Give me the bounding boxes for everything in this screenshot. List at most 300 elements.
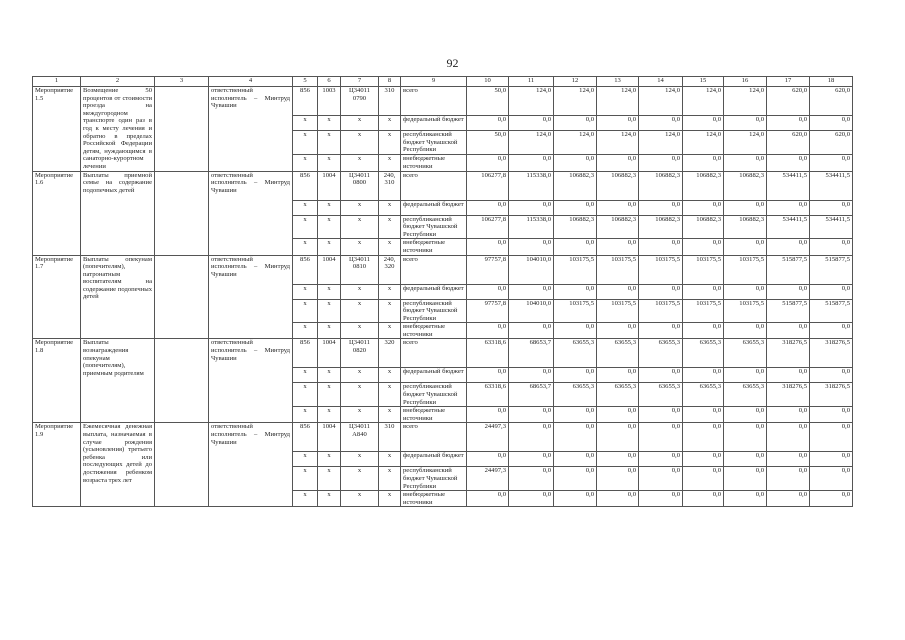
amount-cell: 0,0	[810, 452, 853, 467]
amount-cell: 0,0	[767, 323, 810, 339]
amount-cell: 0,0	[810, 200, 853, 215]
grbs-code: 856	[293, 87, 318, 116]
code-placeholder: x	[379, 284, 401, 299]
measure-name: Мероприятие 1.5	[33, 87, 81, 172]
code-placeholder: x	[318, 155, 341, 171]
budget-table	[32, 76, 853, 507]
amount-cell: 124,0	[683, 131, 724, 155]
amount-cell: 515877,5	[767, 255, 810, 284]
code-placeholder: x	[293, 116, 318, 131]
code-placeholder: x	[341, 131, 379, 155]
code-placeholder: x	[341, 383, 379, 407]
amount-cell: 103175,5	[554, 299, 597, 323]
amount-cell: 0,0	[810, 368, 853, 383]
code-placeholder: x	[318, 284, 341, 299]
code-placeholder: x	[318, 383, 341, 407]
amount-cell: 106882,3	[683, 215, 724, 239]
csr-code: Ц34011 0790	[341, 87, 379, 116]
amount-cell: 0,0	[597, 323, 639, 339]
header-cell: 4	[209, 77, 293, 87]
amount-cell: 0,0	[639, 368, 683, 383]
amount-cell: 0,0	[509, 116, 554, 131]
code-placeholder: x	[379, 467, 401, 491]
measure-executor: ответственный исполнитель – Минтруд Чувашии	[209, 255, 293, 339]
amount-cell: 0,0	[467, 200, 509, 215]
code-placeholder: x	[318, 407, 341, 423]
participants-cell	[155, 171, 209, 255]
amount-cell: 50,0	[467, 87, 509, 116]
measure-description: Ежемесячная денежная выплата, назначаемая в случае рождения (усыновления) третьего ребенка или последующих детей до достижения ребенком возраста трех лет	[81, 423, 155, 507]
amount-cell: 106277,8	[467, 215, 509, 239]
amount-cell: 0,0	[509, 323, 554, 339]
amount-cell: 124,0	[724, 131, 767, 155]
code-placeholder: x	[293, 155, 318, 171]
funding-source: федеральный бюджет	[401, 284, 467, 299]
code-placeholder: x	[341, 491, 379, 507]
amount-cell: 124,0	[639, 131, 683, 155]
code-placeholder: x	[341, 239, 379, 255]
amount-cell: 63655,3	[683, 339, 724, 368]
amount-cell: 620,0	[767, 87, 810, 116]
amount-cell: 0,0	[683, 452, 724, 467]
amount-cell: 124,0	[554, 87, 597, 116]
amount-cell: 0,0	[683, 368, 724, 383]
code-placeholder: x	[341, 284, 379, 299]
amount-cell: 0,0	[597, 467, 639, 491]
table-row	[33, 423, 853, 452]
amount-cell: 106882,3	[683, 171, 724, 200]
table-row	[33, 339, 853, 368]
amount-cell: 0,0	[810, 116, 853, 131]
code-placeholder: x	[293, 491, 318, 507]
grbs-code: 856	[293, 339, 318, 368]
code-placeholder: x	[318, 131, 341, 155]
amount-cell: 0,0	[554, 407, 597, 423]
amount-cell: 0,0	[724, 155, 767, 171]
amount-cell: 0,0	[554, 323, 597, 339]
amount-cell: 50,0	[467, 131, 509, 155]
amount-cell: 0,0	[639, 116, 683, 131]
code-placeholder: x	[341, 368, 379, 383]
amount-cell: 0,0	[724, 423, 767, 452]
amount-cell: 0,0	[683, 407, 724, 423]
code-placeholder: x	[341, 452, 379, 467]
grbs-code: 856	[293, 171, 318, 200]
amount-cell: 0,0	[767, 284, 810, 299]
header-cell: 12	[554, 77, 597, 87]
amount-cell: 0,0	[597, 239, 639, 255]
code-placeholder: x	[293, 452, 318, 467]
amount-cell: 515877,5	[810, 255, 853, 284]
code-placeholder: x	[341, 467, 379, 491]
table-row	[33, 87, 853, 116]
amount-cell: 106277,8	[467, 171, 509, 200]
amount-cell: 0,0	[639, 155, 683, 171]
amount-cell: 0,0	[467, 155, 509, 171]
measure-description: Выплаты вознаграждения опекунам (попечителям), приемным родителям	[81, 339, 155, 423]
amount-cell: 106882,3	[639, 215, 683, 239]
vr-code: 310	[379, 87, 401, 116]
amount-cell: 0,0	[554, 155, 597, 171]
vr-code: 320	[379, 339, 401, 368]
code-placeholder: x	[341, 155, 379, 171]
code-placeholder: x	[341, 116, 379, 131]
amount-cell: 0,0	[467, 239, 509, 255]
amount-cell: 68653,7	[509, 339, 554, 368]
funding-source: федеральный бюджет	[401, 368, 467, 383]
amount-cell: 0,0	[810, 323, 853, 339]
amount-cell: 0,0	[767, 155, 810, 171]
amount-cell: 0,0	[509, 491, 554, 507]
amount-cell: 0,0	[639, 239, 683, 255]
amount-cell: 0,0	[597, 200, 639, 215]
amount-cell: 0,0	[597, 284, 639, 299]
amount-cell: 0,0	[767, 452, 810, 467]
funding-source: республиканский бюджет Чувашской Республики	[401, 467, 467, 491]
header-cell: 15	[683, 77, 724, 87]
code-placeholder: x	[293, 131, 318, 155]
funding-source: внебюджетные источники	[401, 155, 467, 171]
amount-cell: 0,0	[467, 284, 509, 299]
code-placeholder: x	[293, 368, 318, 383]
amount-cell: 0,0	[509, 452, 554, 467]
amount-cell: 0,0	[724, 239, 767, 255]
header-cell: 9	[401, 77, 467, 87]
amount-cell: 68653,7	[509, 383, 554, 407]
amount-cell: 0,0	[509, 239, 554, 255]
rzpr-code: 1004	[318, 171, 341, 200]
amount-cell: 63655,3	[597, 339, 639, 368]
amount-cell: 534411,5	[810, 171, 853, 200]
header-cell: 3	[155, 77, 209, 87]
header-cell: 1	[33, 77, 81, 87]
code-placeholder: x	[318, 239, 341, 255]
measure-name: Мероприятие 1.8	[33, 339, 81, 423]
amount-cell: 103175,5	[724, 255, 767, 284]
amount-cell: 106882,3	[554, 171, 597, 200]
header-cell: 11	[509, 77, 554, 87]
amount-cell: 124,0	[509, 87, 554, 116]
funding-source: федеральный бюджет	[401, 116, 467, 131]
measure-name: Мероприятие 1.6	[33, 171, 81, 255]
rzpr-code: 1004	[318, 423, 341, 452]
amount-cell: 0,0	[597, 155, 639, 171]
funding-source: федеральный бюджет	[401, 200, 467, 215]
table-row	[33, 255, 853, 284]
participants-cell	[155, 423, 209, 507]
amount-cell: 106882,3	[724, 171, 767, 200]
amount-cell: 0,0	[639, 323, 683, 339]
measure-name: Мероприятие 1.9	[33, 423, 81, 507]
funding-source: всего	[401, 339, 467, 368]
code-placeholder: x	[318, 116, 341, 131]
amount-cell: 104010,0	[509, 299, 554, 323]
amount-cell: 0,0	[639, 200, 683, 215]
measure-executor: ответственный исполнитель – Минтруд Чувашии	[209, 171, 293, 255]
amount-cell: 103175,5	[683, 255, 724, 284]
amount-cell: 0,0	[683, 284, 724, 299]
amount-cell: 0,0	[509, 368, 554, 383]
vr-code: 240, 310	[379, 171, 401, 200]
amount-cell: 0,0	[467, 452, 509, 467]
amount-cell: 63655,3	[639, 383, 683, 407]
funding-source: федеральный бюджет	[401, 452, 467, 467]
amount-cell: 0,0	[810, 491, 853, 507]
amount-cell: 0,0	[554, 116, 597, 131]
code-placeholder: x	[293, 323, 318, 339]
amount-cell: 0,0	[724, 284, 767, 299]
amount-cell: 0,0	[597, 368, 639, 383]
code-placeholder: x	[318, 368, 341, 383]
code-placeholder: x	[379, 383, 401, 407]
amount-cell: 0,0	[810, 423, 853, 452]
amount-cell: 0,0	[639, 467, 683, 491]
header-cell: 18	[810, 77, 853, 87]
amount-cell: 0,0	[724, 452, 767, 467]
amount-cell: 124,0	[554, 131, 597, 155]
amount-cell: 24497,3	[467, 467, 509, 491]
amount-cell: 0,0	[554, 423, 597, 452]
header-cell: 8	[379, 77, 401, 87]
amount-cell: 0,0	[509, 200, 554, 215]
amount-cell: 97757,8	[467, 255, 509, 284]
csr-code: Ц34011 0800	[341, 171, 379, 200]
amount-cell: 0,0	[724, 200, 767, 215]
amount-cell: 106882,3	[597, 215, 639, 239]
funding-source: республиканский бюджет Чувашской Республики	[401, 131, 467, 155]
amount-cell: 0,0	[724, 116, 767, 131]
amount-cell: 106882,3	[597, 171, 639, 200]
header-cell: 14	[639, 77, 683, 87]
measure-description: Возмещение 50 процентов от стоимости проезда на междугородном транспорте один раз в год к месту лечения и обратно в пределах Российской Федерации детям, нуждающимся в санаторно-курортном лечении	[81, 87, 155, 172]
code-placeholder: x	[318, 491, 341, 507]
amount-cell: 0,0	[724, 407, 767, 423]
amount-cell: 534411,5	[767, 171, 810, 200]
measure-executor: ответственный исполнитель – Минтруд Чувашии	[209, 423, 293, 507]
amount-cell: 0,0	[597, 452, 639, 467]
amount-cell: 0,0	[639, 452, 683, 467]
funding-source: внебюджетные источники	[401, 239, 467, 255]
measure-executor: ответственный исполнитель – Минтруд Чувашии	[209, 87, 293, 172]
amount-cell: 63655,3	[724, 383, 767, 407]
header-cell: 10	[467, 77, 509, 87]
amount-cell: 104010,0	[509, 255, 554, 284]
amount-cell: 0,0	[683, 116, 724, 131]
vr-code: 310	[379, 423, 401, 452]
amount-cell: 103175,5	[554, 255, 597, 284]
amount-cell: 124,0	[597, 87, 639, 116]
code-placeholder: x	[293, 467, 318, 491]
amount-cell: 0,0	[767, 368, 810, 383]
page-number: 92	[446, 56, 459, 70]
participants-cell	[155, 87, 209, 172]
table-row	[33, 171, 853, 200]
code-placeholder: x	[318, 215, 341, 239]
amount-cell: 0,0	[597, 116, 639, 131]
funding-source: всего	[401, 171, 467, 200]
amount-cell: 103175,5	[597, 299, 639, 323]
amount-cell: 0,0	[467, 323, 509, 339]
grbs-code: 856	[293, 255, 318, 284]
header-cell: 16	[724, 77, 767, 87]
amount-cell: 0,0	[724, 323, 767, 339]
amount-cell: 124,0	[724, 87, 767, 116]
amount-cell: 318276,5	[810, 339, 853, 368]
amount-cell: 318276,5	[767, 339, 810, 368]
amount-cell: 115338,0	[509, 215, 554, 239]
amount-cell: 318276,5	[810, 383, 853, 407]
code-placeholder: x	[293, 239, 318, 255]
amount-cell: 0,0	[509, 407, 554, 423]
code-placeholder: x	[341, 200, 379, 215]
code-placeholder: x	[341, 323, 379, 339]
amount-cell: 0,0	[810, 239, 853, 255]
amount-cell: 0,0	[683, 467, 724, 491]
code-placeholder: x	[318, 323, 341, 339]
amount-cell: 0,0	[683, 155, 724, 171]
funding-source: всего	[401, 255, 467, 284]
measure-name: Мероприятие 1.7	[33, 255, 81, 339]
code-placeholder: x	[293, 215, 318, 239]
amount-cell: 103175,5	[683, 299, 724, 323]
measure-executor: ответственный исполнитель – Минтруд Чувашии	[209, 339, 293, 423]
amount-cell: 515877,5	[810, 299, 853, 323]
vr-code: 240, 320	[379, 255, 401, 284]
participants-cell	[155, 255, 209, 339]
amount-cell: 103175,5	[724, 299, 767, 323]
code-placeholder: x	[341, 407, 379, 423]
code-placeholder: x	[318, 452, 341, 467]
amount-cell: 0,0	[639, 491, 683, 507]
code-placeholder: x	[379, 452, 401, 467]
code-placeholder: x	[379, 200, 401, 215]
amount-cell: 0,0	[509, 467, 554, 491]
header-cell: 7	[341, 77, 379, 87]
csr-code: Ц34011 А840	[341, 423, 379, 452]
rzpr-code: 1004	[318, 339, 341, 368]
funding-source: внебюджетные источники	[401, 323, 467, 339]
amount-cell: 0,0	[509, 155, 554, 171]
code-placeholder: x	[379, 323, 401, 339]
code-placeholder: x	[318, 467, 341, 491]
amount-cell: 0,0	[509, 423, 554, 452]
amount-cell: 0,0	[467, 491, 509, 507]
header-cell: 17	[767, 77, 810, 87]
code-placeholder: x	[379, 407, 401, 423]
amount-cell: 0,0	[554, 239, 597, 255]
code-placeholder: x	[379, 239, 401, 255]
rzpr-code: 1003	[318, 87, 341, 116]
amount-cell: 106882,3	[554, 215, 597, 239]
amount-cell: 0,0	[683, 423, 724, 452]
amount-cell: 0,0	[509, 284, 554, 299]
amount-cell: 0,0	[639, 284, 683, 299]
code-placeholder: x	[293, 299, 318, 323]
amount-cell: 0,0	[767, 467, 810, 491]
amount-cell: 63655,3	[724, 339, 767, 368]
code-placeholder: x	[293, 200, 318, 215]
amount-cell: 620,0	[810, 131, 853, 155]
amount-cell: 0,0	[597, 491, 639, 507]
amount-cell: 124,0	[683, 87, 724, 116]
amount-cell: 0,0	[597, 407, 639, 423]
code-placeholder: x	[341, 215, 379, 239]
amount-cell: 0,0	[724, 368, 767, 383]
amount-cell: 24497,3	[467, 423, 509, 452]
header-cell: 6	[318, 77, 341, 87]
amount-cell: 620,0	[767, 131, 810, 155]
code-placeholder: x	[293, 284, 318, 299]
amount-cell: 0,0	[467, 368, 509, 383]
amount-cell: 103175,5	[597, 255, 639, 284]
amount-cell: 0,0	[683, 491, 724, 507]
amount-cell: 0,0	[639, 407, 683, 423]
amount-cell: 63655,3	[554, 383, 597, 407]
csr-code: Ц34011 0820	[341, 339, 379, 368]
amount-cell: 0,0	[467, 407, 509, 423]
amount-cell: 0,0	[767, 423, 810, 452]
amount-cell: 124,0	[509, 131, 554, 155]
participants-cell	[155, 339, 209, 423]
funding-source: всего	[401, 423, 467, 452]
grbs-code: 856	[293, 423, 318, 452]
code-placeholder: x	[379, 131, 401, 155]
amount-cell: 0,0	[554, 368, 597, 383]
amount-cell: 63655,3	[639, 339, 683, 368]
amount-cell: 0,0	[767, 200, 810, 215]
amount-cell: 620,0	[810, 87, 853, 116]
code-placeholder: x	[293, 383, 318, 407]
measure-description: Выплаты опекунам (попечителям), патронатным воспитателям на содержание подопечных детей	[81, 255, 155, 339]
amount-cell: 0,0	[683, 239, 724, 255]
amount-cell: 534411,5	[767, 215, 810, 239]
code-placeholder: x	[318, 200, 341, 215]
funding-source: внебюджетные источники	[401, 407, 467, 423]
amount-cell: 106882,3	[724, 215, 767, 239]
amount-cell: 63655,3	[554, 339, 597, 368]
amount-cell: 63318,6	[467, 339, 509, 368]
code-placeholder: x	[293, 407, 318, 423]
code-placeholder: x	[379, 299, 401, 323]
header-row	[33, 77, 853, 87]
header-cell: 13	[597, 77, 639, 87]
amount-cell: 63655,3	[683, 383, 724, 407]
amount-cell: 0,0	[810, 467, 853, 491]
funding-source: республиканский бюджет Чувашской Республики	[401, 383, 467, 407]
amount-cell: 0,0	[810, 284, 853, 299]
amount-cell: 0,0	[767, 407, 810, 423]
amount-cell: 318276,5	[767, 383, 810, 407]
code-placeholder: x	[379, 116, 401, 131]
code-placeholder: x	[379, 491, 401, 507]
amount-cell: 0,0	[767, 491, 810, 507]
amount-cell: 0,0	[554, 452, 597, 467]
amount-cell: 515877,5	[767, 299, 810, 323]
amount-cell: 106882,3	[639, 171, 683, 200]
header-cell: 2	[81, 77, 155, 87]
funding-source: внебюджетные источники	[401, 491, 467, 507]
amount-cell: 103175,5	[639, 255, 683, 284]
amount-cell: 0,0	[467, 116, 509, 131]
amount-cell: 0,0	[683, 200, 724, 215]
amount-cell: 124,0	[639, 87, 683, 116]
amount-cell: 124,0	[597, 131, 639, 155]
amount-cell: 0,0	[554, 491, 597, 507]
amount-cell: 0,0	[683, 323, 724, 339]
amount-cell: 0,0	[724, 467, 767, 491]
amount-cell: 0,0	[554, 467, 597, 491]
amount-cell: 0,0	[724, 491, 767, 507]
